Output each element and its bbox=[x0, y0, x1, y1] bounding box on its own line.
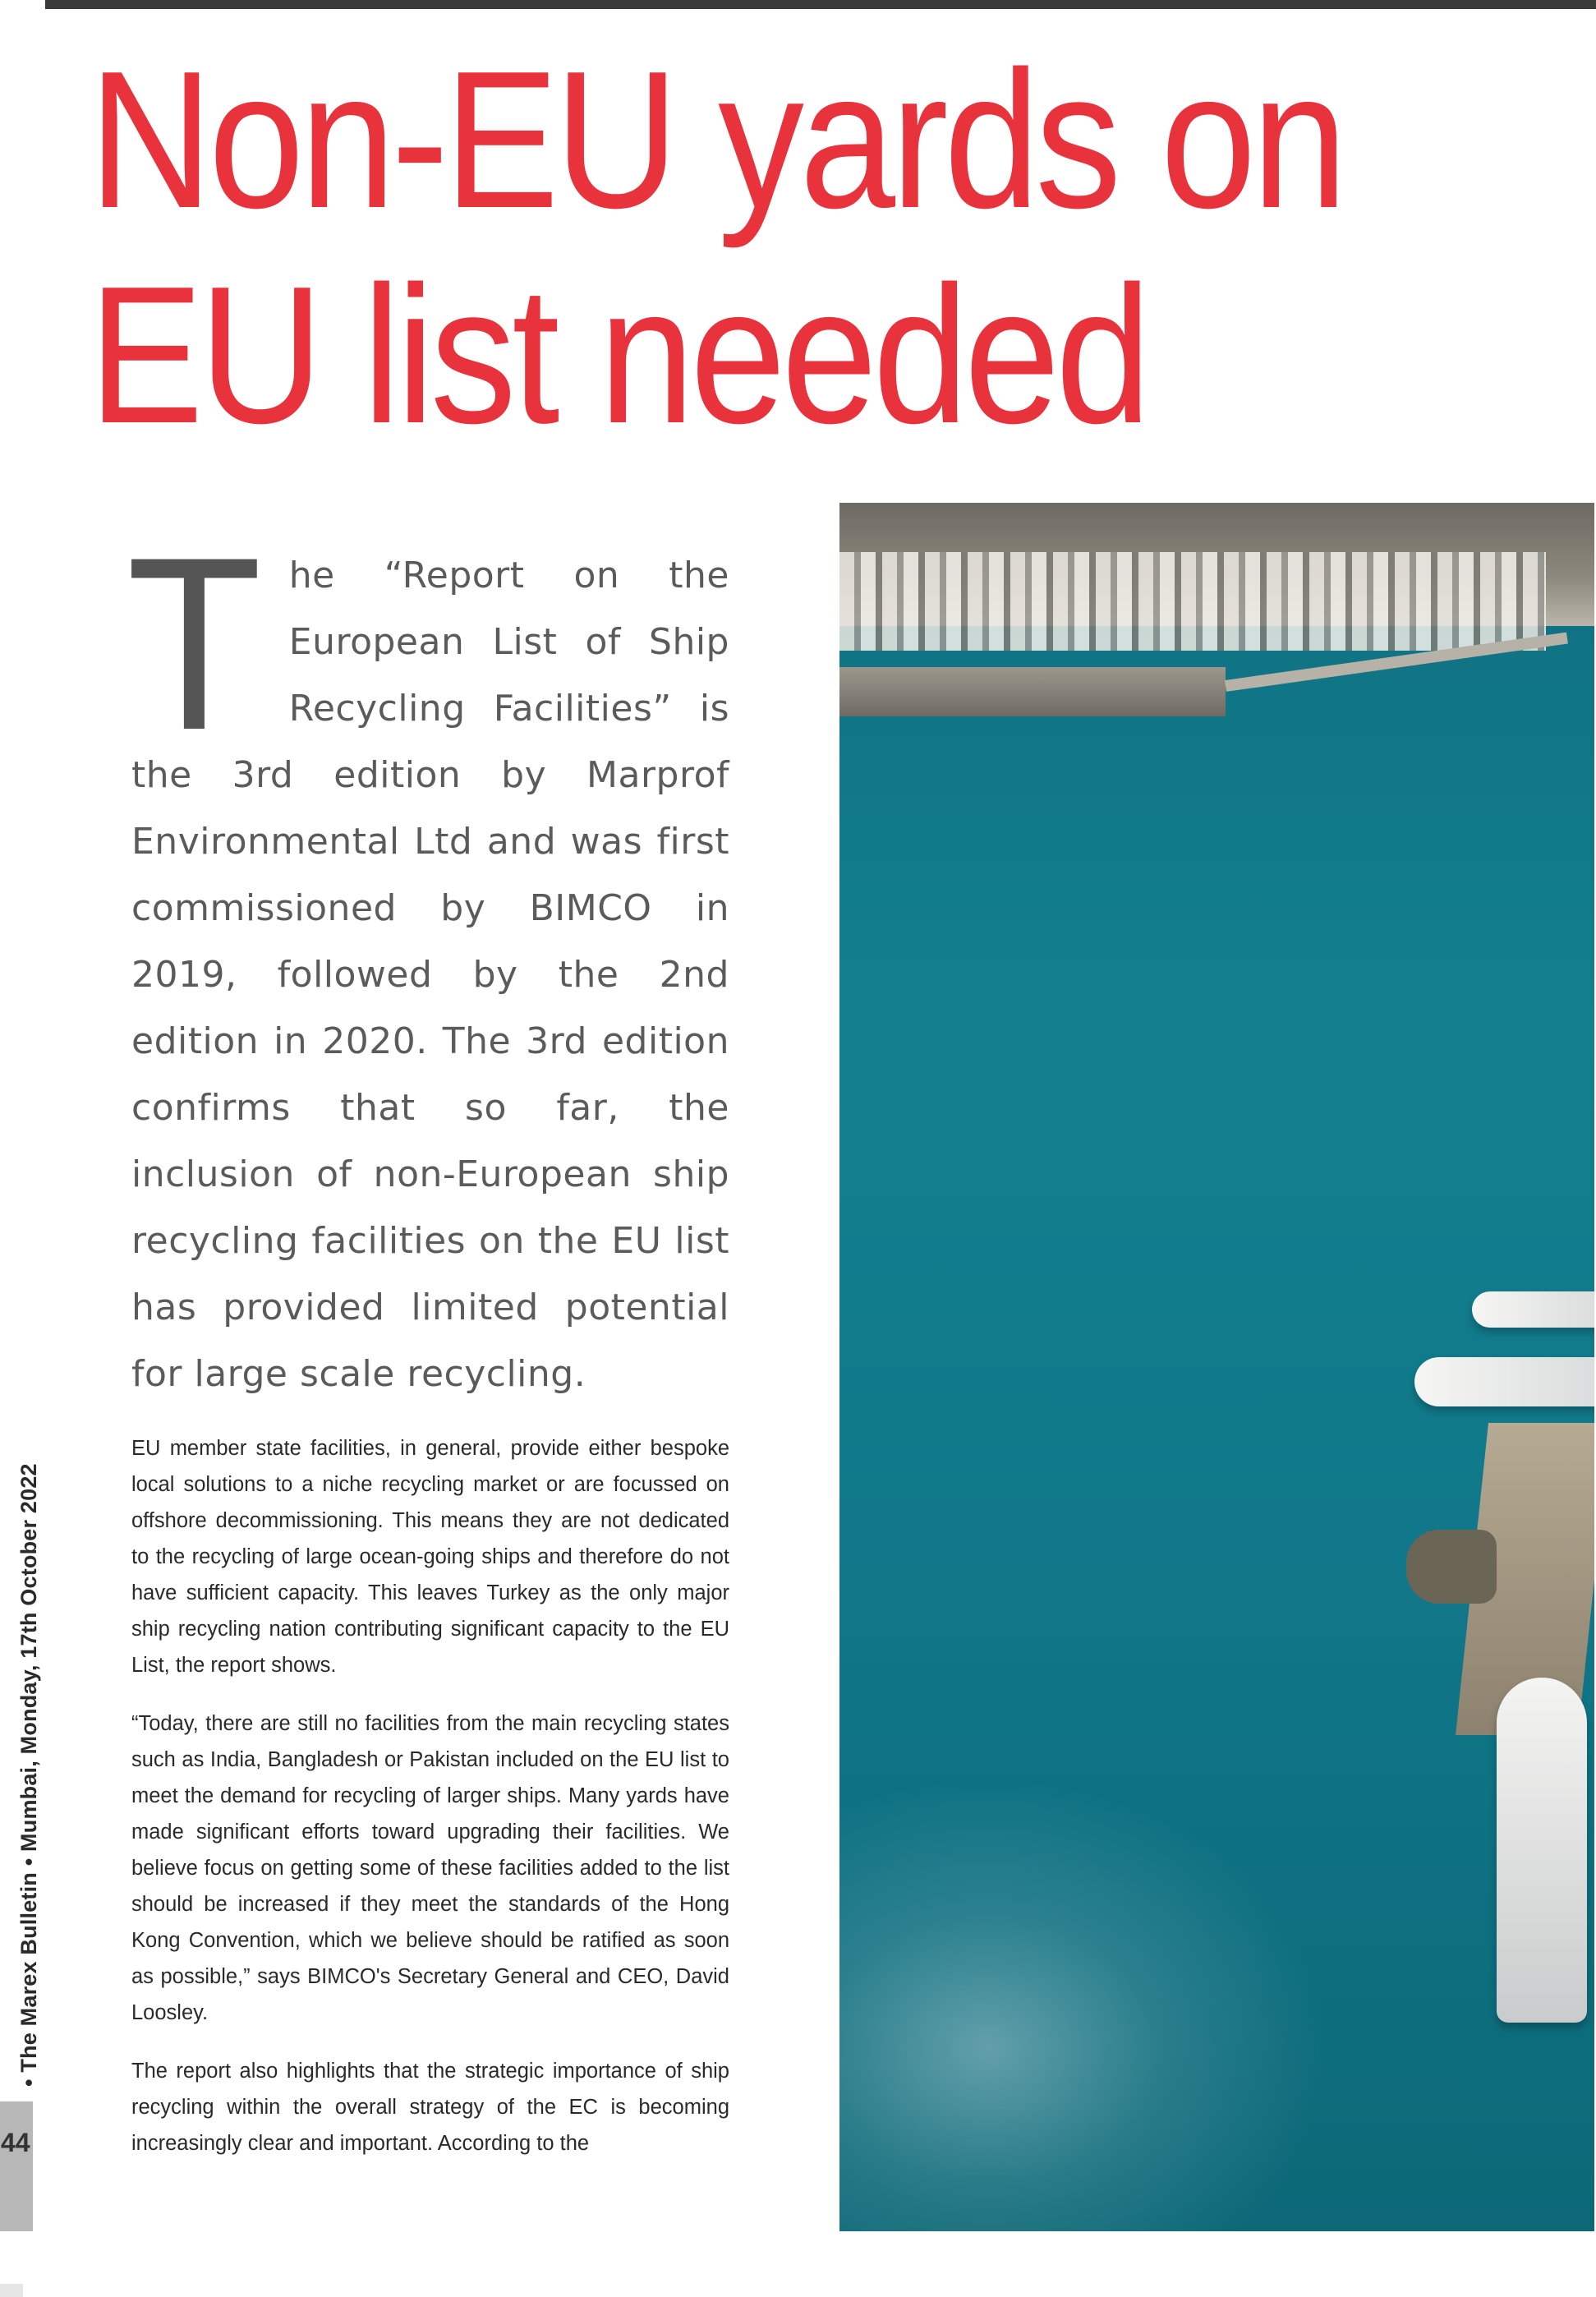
body-paragraph-1: EU member state facilities, in general, provide either bespoke local solutions to a niche recycling market or are focussed on offshore decommissioning. This means they are not dedicated to the recycling of large ocean-going ships and therefore do not have sufficient capacity. This leaves Turkey as the only major ship recycling nation contributing significant capacity to the EU List, the report shows. bbox=[131, 1437, 729, 1677]
headline-line-2: EU list needed bbox=[89, 246, 1148, 464]
yacht-large bbox=[1497, 1678, 1587, 2023]
page-number-tab bbox=[0, 2101, 33, 2231]
article-column bbox=[126, 505, 729, 2184]
headline bbox=[89, 33, 1390, 463]
corner-mark bbox=[0, 2284, 23, 2297]
water-sparkle bbox=[839, 1776, 1332, 2231]
marina-aerial-photo bbox=[839, 503, 1594, 2231]
yacht-small bbox=[1472, 1291, 1594, 1328]
tender-boat bbox=[1406, 1530, 1497, 1604]
breakwater-pier bbox=[839, 667, 1226, 716]
publication-line: • The Marex Bulletin • Mumbai, Monday, 17th October 2022 bbox=[16, 1463, 41, 2087]
drop-cap: T bbox=[126, 505, 263, 781]
headline-line-1: Non-EU yards on bbox=[89, 31, 1344, 249]
article-body bbox=[131, 1430, 729, 2161]
page-number: 44 bbox=[1, 2128, 30, 2157]
top-rule bbox=[45, 0, 1596, 9]
moored-boats bbox=[839, 552, 1546, 651]
lead-text: he “Report on the European List of Ship Recycling Facilities” is the 3rd edition by Marprof Environmental Ltd and was first commissioned by BIMCO in 2019, followed by the 2nd edition in 2020. The 3rd edition confirms that so far, the inclusion of non-European ship recycling facilities on the EU list has provided limited potential for large scale recycling. bbox=[131, 555, 729, 1395]
body-paragraph-2: “Today, there are still no facilities from the main recycling states such as India, Bangladesh or Pakistan included on the EU list to meet the demand for recycling of larger ships. Many yards have made significant efforts toward upgrading their facilities. We believe focus on getting some of these facilities added to the list should be increased if they meet the standards of the Hong Kong Convention, which we believe should be ratified as soon as possible,” says BIMCO's Secretary General and CEO, David Loosley. bbox=[131, 1712, 729, 2024]
body-paragraph-3: The report also highlights that the strategic importance of ship recycling within the overall strategy of the EC is becoming increasingly clear and important. According to the bbox=[131, 2060, 729, 2155]
yacht-medium bbox=[1414, 1357, 1594, 1406]
lead-paragraph bbox=[126, 505, 729, 1407]
